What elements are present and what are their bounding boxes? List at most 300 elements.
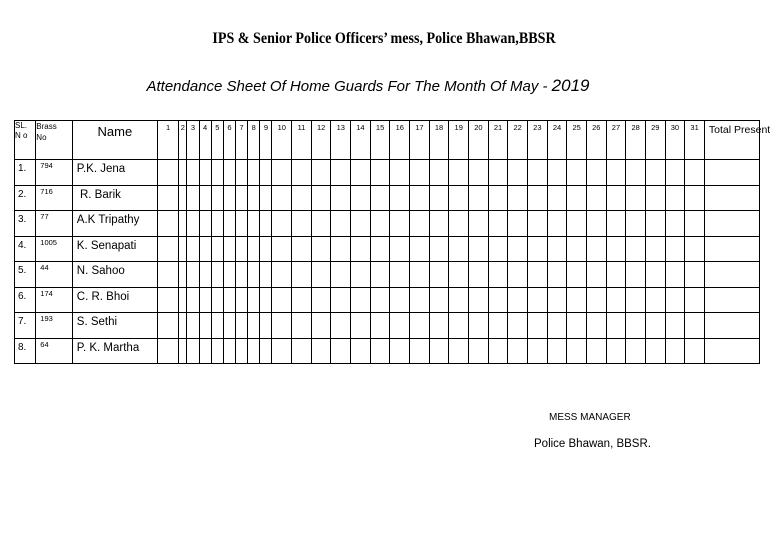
col-header-day: 11 xyxy=(292,121,312,160)
cell-day xyxy=(665,185,685,211)
cell-day xyxy=(331,313,351,339)
cell-day xyxy=(211,160,223,186)
cell-day xyxy=(292,185,312,211)
cell-day xyxy=(665,338,685,364)
cell-day xyxy=(410,185,430,211)
cell-day xyxy=(157,160,178,186)
cell-day xyxy=(272,313,292,339)
cell-day xyxy=(223,185,235,211)
col-header-day: 8 xyxy=(248,121,260,160)
cell-day xyxy=(260,211,272,237)
cell-day xyxy=(272,287,292,313)
cell-day xyxy=(390,338,410,364)
cell-day xyxy=(187,287,199,313)
cell-day xyxy=(606,185,626,211)
cell-day xyxy=(685,211,705,237)
cell-day xyxy=(488,287,508,313)
cell-day xyxy=(645,313,665,339)
cell-day xyxy=(248,313,260,339)
col-header-sl xyxy=(15,121,36,160)
cell-day xyxy=(410,287,430,313)
cell-day xyxy=(211,185,223,211)
cell-day xyxy=(626,313,646,339)
cell-day xyxy=(331,338,351,364)
col-header-day: 24 xyxy=(547,121,567,160)
cell-day xyxy=(331,211,351,237)
cell-day xyxy=(665,262,685,288)
cell-total xyxy=(704,313,759,339)
cell-day xyxy=(429,211,449,237)
col-header-day: 5 xyxy=(211,121,223,160)
table-row xyxy=(15,338,760,364)
cell-day xyxy=(626,236,646,262)
cell-day xyxy=(292,236,312,262)
cell-day xyxy=(331,160,351,186)
cell-brass: 174 xyxy=(36,287,73,313)
cell-day xyxy=(248,236,260,262)
cell-day xyxy=(311,185,331,211)
cell-day xyxy=(179,287,187,313)
col-header-day: 26 xyxy=(586,121,606,160)
cell-day xyxy=(199,236,211,262)
cell-day xyxy=(248,262,260,288)
col-header-day: 25 xyxy=(567,121,587,160)
cell-day xyxy=(508,262,528,288)
col-header-day: 13 xyxy=(331,121,351,160)
cell-day xyxy=(488,211,508,237)
cell-day xyxy=(469,185,489,211)
cell-brass: 794 xyxy=(36,160,73,186)
cell-day xyxy=(586,160,606,186)
cell-day xyxy=(211,262,223,288)
cell-day xyxy=(567,287,587,313)
cell-day xyxy=(272,338,292,364)
cell-day xyxy=(157,211,178,237)
cell-day xyxy=(586,262,606,288)
cell-day xyxy=(528,338,548,364)
cell-day xyxy=(429,338,449,364)
col-header-day: 18 xyxy=(429,121,449,160)
cell-day xyxy=(429,262,449,288)
cell-day xyxy=(370,287,390,313)
cell-day xyxy=(390,236,410,262)
col-header-day: 30 xyxy=(665,121,685,160)
col-header-day: 3 xyxy=(187,121,199,160)
cell-day xyxy=(547,160,567,186)
cell-day xyxy=(260,338,272,364)
cell-day xyxy=(429,160,449,186)
cell-brass: 64 xyxy=(36,338,73,364)
cell-day xyxy=(429,313,449,339)
cell-day xyxy=(528,287,548,313)
table-row xyxy=(15,262,760,288)
cell-day xyxy=(528,185,548,211)
cell-day xyxy=(311,287,331,313)
cell-day xyxy=(547,262,567,288)
cell-day xyxy=(410,160,430,186)
cell-total xyxy=(704,262,759,288)
cell-day xyxy=(351,236,371,262)
cell-day xyxy=(311,211,331,237)
cell-day xyxy=(187,236,199,262)
cell-day xyxy=(586,236,606,262)
cell-day xyxy=(272,262,292,288)
cell-day xyxy=(248,160,260,186)
cell-day xyxy=(187,160,199,186)
col-header-day: 2 xyxy=(179,121,187,160)
cell-day xyxy=(199,211,211,237)
cell-day xyxy=(567,236,587,262)
cell-day xyxy=(508,287,528,313)
col-header-day: 14 xyxy=(351,121,371,160)
cell-day xyxy=(157,262,178,288)
table-row xyxy=(15,236,760,262)
cell-day xyxy=(567,262,587,288)
col-header-day: 19 xyxy=(449,121,469,160)
cell-day xyxy=(351,313,371,339)
cell-day xyxy=(410,313,430,339)
cell-day xyxy=(606,262,626,288)
cell-day xyxy=(528,236,548,262)
cell-day xyxy=(248,185,260,211)
col-header-day: 16 xyxy=(390,121,410,160)
cell-day xyxy=(248,287,260,313)
cell-day xyxy=(370,160,390,186)
cell-day xyxy=(449,236,469,262)
table-row xyxy=(15,287,760,313)
col-header-day: 6 xyxy=(223,121,235,160)
cell-day xyxy=(469,160,489,186)
cell-sl: 2. xyxy=(15,185,36,211)
cell-total xyxy=(704,236,759,262)
cell-day xyxy=(292,287,312,313)
cell-day xyxy=(488,160,508,186)
cell-day xyxy=(645,211,665,237)
cell-day xyxy=(626,211,646,237)
col-header-day: 10 xyxy=(272,121,292,160)
cell-day xyxy=(410,211,430,237)
cell-day xyxy=(211,236,223,262)
cell-day xyxy=(311,262,331,288)
cell-day xyxy=(469,262,489,288)
cell-day xyxy=(547,236,567,262)
cell-day xyxy=(567,211,587,237)
cell-day xyxy=(469,236,489,262)
cell-day xyxy=(199,262,211,288)
cell-day xyxy=(685,338,705,364)
cell-day xyxy=(586,313,606,339)
col-header-day: 1 xyxy=(157,121,178,160)
cell-day xyxy=(272,211,292,237)
cell-day xyxy=(223,262,235,288)
cell-day xyxy=(211,313,223,339)
col-header-day: 31 xyxy=(685,121,705,160)
cell-day xyxy=(685,185,705,211)
cell-day xyxy=(488,185,508,211)
cell-day xyxy=(528,160,548,186)
col-header-brass xyxy=(36,121,73,160)
cell-day xyxy=(272,160,292,186)
cell-day xyxy=(626,262,646,288)
cell-name: S. Sethi xyxy=(72,313,157,339)
sheet-year: 2019 xyxy=(551,76,590,95)
sheet-title-text: Attendance Sheet Of Home Guards For The Month Of May - xyxy=(146,78,552,95)
cell-day xyxy=(567,313,587,339)
cell-day xyxy=(331,236,351,262)
col-header-day: 29 xyxy=(645,121,665,160)
cell-day xyxy=(260,262,272,288)
cell-day xyxy=(645,287,665,313)
cell-day xyxy=(311,160,331,186)
cell-day xyxy=(606,211,626,237)
cell-day xyxy=(187,262,199,288)
cell-day xyxy=(157,185,178,211)
cell-day xyxy=(449,313,469,339)
cell-day xyxy=(685,236,705,262)
cell-total xyxy=(704,338,759,364)
col-header-day: 4 xyxy=(199,121,211,160)
cell-day xyxy=(370,262,390,288)
cell-day xyxy=(211,211,223,237)
col-header-day: 15 xyxy=(370,121,390,160)
cell-day xyxy=(223,338,235,364)
cell-day xyxy=(292,338,312,364)
cell-day xyxy=(260,160,272,186)
cell-day xyxy=(272,185,292,211)
cell-day xyxy=(626,160,646,186)
cell-day xyxy=(179,160,187,186)
cell-day xyxy=(645,338,665,364)
cell-day xyxy=(199,287,211,313)
cell-day xyxy=(179,262,187,288)
cell-day xyxy=(199,313,211,339)
cell-day xyxy=(331,262,351,288)
cell-day xyxy=(236,236,248,262)
cell-day xyxy=(223,236,235,262)
attendance-table xyxy=(14,120,770,364)
cell-day xyxy=(311,338,331,364)
cell-day xyxy=(547,313,567,339)
cell-day xyxy=(429,236,449,262)
cell-day xyxy=(449,185,469,211)
cell-day xyxy=(179,236,187,262)
cell-day xyxy=(547,287,567,313)
cell-day xyxy=(199,185,211,211)
cell-day xyxy=(567,338,587,364)
col-header-day: 23 xyxy=(528,121,548,160)
cell-day xyxy=(390,287,410,313)
cell-brass: 77 xyxy=(36,211,73,237)
cell-day xyxy=(586,287,606,313)
cell-day xyxy=(187,185,199,211)
cell-day xyxy=(469,211,489,237)
cell-day xyxy=(157,313,178,339)
cell-day xyxy=(410,236,430,262)
col-header-day: 12 xyxy=(311,121,331,160)
cell-day xyxy=(351,211,371,237)
col-header-total: Total Present xyxy=(704,121,759,160)
col-header-day: 9 xyxy=(260,121,272,160)
col-header-sl-text: SL. N o xyxy=(15,121,28,140)
table-header-row xyxy=(15,121,760,160)
cell-day xyxy=(390,185,410,211)
cell-total xyxy=(704,185,759,211)
cell-day xyxy=(508,313,528,339)
cell-day xyxy=(626,338,646,364)
cell-day xyxy=(685,287,705,313)
cell-day xyxy=(567,185,587,211)
cell-day xyxy=(199,160,211,186)
cell-brass: 44 xyxy=(36,262,73,288)
table-row xyxy=(15,160,760,186)
cell-day xyxy=(179,313,187,339)
cell-day xyxy=(236,160,248,186)
cell-day xyxy=(685,160,705,186)
cell-day xyxy=(236,313,248,339)
cell-day xyxy=(547,211,567,237)
cell-day xyxy=(488,338,508,364)
cell-day xyxy=(665,287,685,313)
cell-day xyxy=(292,313,312,339)
cell-day xyxy=(223,211,235,237)
cell-day xyxy=(528,313,548,339)
cell-day xyxy=(469,313,489,339)
cell-total xyxy=(704,287,759,313)
cell-day xyxy=(586,185,606,211)
cell-day xyxy=(331,287,351,313)
cell-day xyxy=(508,211,528,237)
cell-day xyxy=(390,211,410,237)
col-header-day: 21 xyxy=(488,121,508,160)
cell-day xyxy=(370,236,390,262)
cell-day xyxy=(390,160,410,186)
cell-day xyxy=(410,338,430,364)
cell-day xyxy=(187,313,199,339)
table-row xyxy=(15,185,760,211)
cell-day xyxy=(157,287,178,313)
cell-sl: 8. xyxy=(15,338,36,364)
cell-name: R. Barik xyxy=(72,185,157,211)
cell-day xyxy=(351,287,371,313)
cell-day xyxy=(236,287,248,313)
cell-name: P. K. Martha xyxy=(72,338,157,364)
cell-day xyxy=(248,338,260,364)
cell-day xyxy=(508,236,528,262)
cell-day xyxy=(645,160,665,186)
cell-day xyxy=(606,160,626,186)
cell-day xyxy=(370,185,390,211)
cell-sl: 1. xyxy=(15,160,36,186)
cell-day xyxy=(157,236,178,262)
cell-name: N. Sahoo xyxy=(72,262,157,288)
cell-day xyxy=(292,262,312,288)
table-body xyxy=(15,160,760,364)
cell-day xyxy=(488,313,508,339)
cell-day xyxy=(260,185,272,211)
cell-day xyxy=(187,211,199,237)
cell-name: C. R. Bhoi xyxy=(72,287,157,313)
cell-sl: 7. xyxy=(15,313,36,339)
col-header-day: 28 xyxy=(626,121,646,160)
cell-day xyxy=(645,236,665,262)
cell-name: A.K Tripathy xyxy=(72,211,157,237)
cell-day xyxy=(351,160,371,186)
cell-day xyxy=(260,236,272,262)
cell-sl: 3. xyxy=(15,211,36,237)
cell-day xyxy=(449,160,469,186)
cell-day xyxy=(223,160,235,186)
cell-day xyxy=(370,338,390,364)
location-label: Police Bhawan, BBSR. xyxy=(534,438,651,450)
cell-day xyxy=(449,262,469,288)
cell-day xyxy=(292,211,312,237)
cell-brass: 1005 xyxy=(36,236,73,262)
cell-sl: 5. xyxy=(15,262,36,288)
col-header-name: Name xyxy=(72,121,157,160)
cell-day xyxy=(351,338,371,364)
cell-day xyxy=(260,313,272,339)
cell-day xyxy=(606,338,626,364)
cell-day xyxy=(429,185,449,211)
cell-day xyxy=(370,211,390,237)
cell-day xyxy=(488,262,508,288)
cell-day xyxy=(586,338,606,364)
cell-day xyxy=(179,211,187,237)
cell-brass: 193 xyxy=(36,313,73,339)
cell-day xyxy=(665,211,685,237)
cell-brass: 716 xyxy=(36,185,73,211)
cell-day xyxy=(248,211,260,237)
table-row xyxy=(15,211,760,237)
cell-day xyxy=(260,287,272,313)
col-header-day: 27 xyxy=(606,121,626,160)
cell-day xyxy=(449,211,469,237)
cell-day xyxy=(370,313,390,339)
cell-day xyxy=(211,338,223,364)
cell-day xyxy=(390,262,410,288)
col-header-day: 17 xyxy=(410,121,430,160)
cell-day xyxy=(410,262,430,288)
cell-day xyxy=(488,236,508,262)
cell-day xyxy=(236,338,248,364)
cell-day xyxy=(586,211,606,237)
cell-day xyxy=(685,313,705,339)
cell-day xyxy=(606,313,626,339)
table-row xyxy=(15,313,760,339)
cell-total xyxy=(704,211,759,237)
cell-day xyxy=(645,262,665,288)
cell-day xyxy=(390,313,410,339)
cell-name: P.K. Jena xyxy=(72,160,157,186)
cell-total xyxy=(704,160,759,186)
cell-day xyxy=(469,287,489,313)
cell-day xyxy=(606,236,626,262)
cell-day xyxy=(272,236,292,262)
mess-manager-label: MESS MANAGER xyxy=(549,412,631,423)
col-header-day: 7 xyxy=(236,121,248,160)
cell-day xyxy=(508,338,528,364)
cell-sl: 4. xyxy=(15,236,36,262)
cell-day xyxy=(236,185,248,211)
cell-day xyxy=(547,185,567,211)
cell-day xyxy=(179,338,187,364)
cell-day xyxy=(469,338,489,364)
org-title: IPS & Senior Police Officers’ mess, Police Bhawan,BBSR xyxy=(212,30,556,47)
cell-day xyxy=(199,338,211,364)
cell-day xyxy=(157,338,178,364)
cell-day xyxy=(187,338,199,364)
cell-day xyxy=(665,313,685,339)
